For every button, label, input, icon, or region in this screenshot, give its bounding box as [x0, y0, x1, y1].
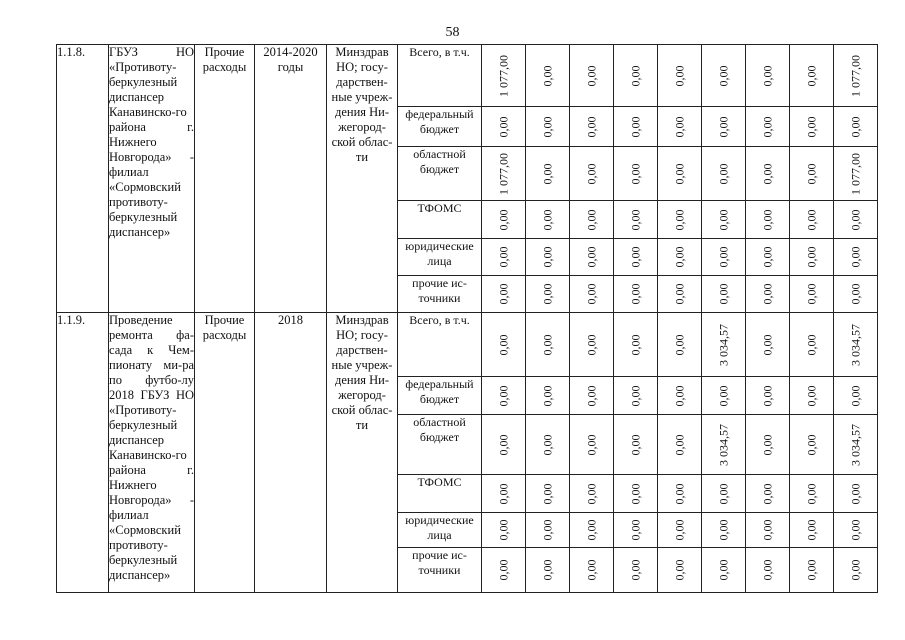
amount-cell: [570, 313, 614, 377]
amount-value: 0,00: [628, 483, 642, 504]
amount-value: 0,00: [496, 116, 510, 137]
amount-cell: [834, 377, 878, 415]
amount-value: 0,00: [848, 385, 862, 406]
amount-cell: [702, 548, 746, 593]
amount-value: 0,00: [496, 246, 510, 268]
amount-value: 0,00: [584, 65, 598, 86]
amount-value: 0,00: [628, 334, 642, 355]
amount-cell: [702, 201, 746, 239]
amount-value: 0,00: [760, 434, 774, 455]
amount-cell: [614, 45, 658, 107]
amount-value: 0,00: [584, 434, 598, 455]
amount-value: 0,00: [716, 483, 730, 504]
amount-value: 0,00: [804, 283, 818, 305]
amount-value: 0,00: [760, 65, 774, 86]
amount-value: 0,00: [804, 246, 818, 268]
amount-cell: [526, 147, 570, 201]
amount-cell: [658, 239, 702, 276]
amount-cell: [834, 548, 878, 593]
amount-cell: [790, 45, 834, 107]
amount-cell: [614, 513, 658, 548]
amount-value: 0,00: [540, 519, 554, 541]
amount-cell: [790, 313, 834, 377]
amount-value: 0,00: [848, 246, 862, 268]
amount-value: 0,00: [760, 559, 774, 581]
amount-value: 0,00: [672, 163, 686, 184]
amount-cell: [658, 201, 702, 239]
item-name: Проведение ремонта фа-сада к Чем-пионату ми-ра по футбо-лу 2018 ГБУЗ НО «Противоту-беркулезный диспансер Канавинско-го района г. Нижнего Новгорода» - филиал «Сормовский противоту-беркулезный диспансер»: [109, 313, 195, 593]
amount-cell: [702, 107, 746, 147]
amount-cell: [482, 107, 526, 147]
amount-value: 0,00: [716, 246, 730, 268]
amount-value: 3 034,57: [716, 323, 730, 366]
amount-value: 0,00: [848, 559, 862, 581]
amount-cell: [702, 276, 746, 313]
amount-cell: [482, 147, 526, 201]
amount-cell: [526, 475, 570, 513]
amount-cell: [658, 377, 702, 415]
amount-cell: [790, 107, 834, 147]
amount-value: 0,00: [496, 283, 510, 305]
amount-value: 0,00: [804, 209, 818, 230]
amount-value: 0,00: [672, 434, 686, 455]
funding-source-label: юридические лица: [398, 513, 482, 548]
item-name: ГБУЗ НО «Противоту-беркулезный диспансер Канавинско-го района г. Нижнего Новгорода» - филиал «Сормовский противоту-беркулезный диспансер»: [109, 45, 195, 313]
amount-cell: [482, 475, 526, 513]
executor: Минздрав НО; госу-дарствен-ные учреж-дения Ни-жегород-ской облас-ти: [327, 313, 398, 593]
amount-value: 0,00: [628, 519, 642, 541]
amount-value: 0,00: [848, 116, 862, 137]
amount-cell: [526, 415, 570, 475]
amount-value: 0,00: [716, 283, 730, 305]
amount-cell: [570, 513, 614, 548]
amount-cell: [746, 276, 790, 313]
amount-cell: [790, 276, 834, 313]
amount-value: 0,00: [540, 334, 554, 355]
amount-value: 0,00: [672, 283, 686, 305]
amount-cell: [526, 548, 570, 593]
amount-value: 0,00: [540, 434, 554, 455]
amount-value: 0,00: [804, 163, 818, 184]
amount-value: 0,00: [540, 246, 554, 268]
amount-value: 0,00: [760, 385, 774, 406]
amount-value: 0,00: [848, 483, 862, 504]
amount-cell: [746, 548, 790, 593]
amount-cell: [614, 276, 658, 313]
amount-value: 0,00: [760, 163, 774, 184]
amount-cell: [746, 313, 790, 377]
amount-cell: [746, 45, 790, 107]
amount-value: 0,00: [628, 209, 642, 230]
amount-cell: [790, 475, 834, 513]
amount-value: 0,00: [672, 209, 686, 230]
amount-cell: [702, 239, 746, 276]
amount-cell: [702, 313, 746, 377]
amount-cell: [570, 45, 614, 107]
amount-cell: [702, 377, 746, 415]
amount-value: 0,00: [760, 334, 774, 355]
amount-cell: [614, 548, 658, 593]
amount-cell: [482, 201, 526, 239]
amount-value: 0,00: [540, 283, 554, 305]
amount-value: 0,00: [804, 385, 818, 406]
amount-cell: [746, 201, 790, 239]
amount-cell: [570, 475, 614, 513]
amount-value: 0,00: [804, 483, 818, 504]
amount-cell: [746, 107, 790, 147]
amount-value: 0,00: [716, 385, 730, 406]
amount-value: 0,00: [496, 209, 510, 230]
amount-cell: [834, 415, 878, 475]
amount-cell: [834, 201, 878, 239]
amount-value: 0,00: [848, 283, 862, 305]
amount-value: 0,00: [760, 116, 774, 137]
funding-source-label: областной бюджет: [398, 147, 482, 201]
expense-type: Прочие расходы: [195, 45, 255, 313]
amount-value: 0,00: [496, 434, 510, 455]
amount-cell: [834, 107, 878, 147]
amount-value: 0,00: [628, 65, 642, 86]
amount-value: 0,00: [760, 519, 774, 541]
amount-cell: [702, 513, 746, 548]
amount-cell: [702, 45, 746, 107]
amount-value: 0,00: [540, 116, 554, 137]
amount-value: 0,00: [716, 559, 730, 581]
amount-cell: [570, 276, 614, 313]
amount-cell: [790, 201, 834, 239]
amount-cell: [570, 201, 614, 239]
amount-cell: [614, 377, 658, 415]
amount-cell: [746, 239, 790, 276]
amount-cell: [834, 313, 878, 377]
amount-value: 0,00: [760, 209, 774, 230]
amount-value: 0,00: [628, 116, 642, 137]
amount-cell: [570, 377, 614, 415]
amount-value: 0,00: [496, 559, 510, 581]
amount-value: 0,00: [584, 163, 598, 184]
amount-cell: [570, 147, 614, 201]
amount-value: 0,00: [672, 65, 686, 86]
amount-value: 0,00: [628, 434, 642, 455]
implementation-period: 2014-2020 годы: [255, 45, 327, 313]
amount-value: 0,00: [760, 483, 774, 504]
table-row: [57, 313, 878, 377]
amount-value: 0,00: [672, 483, 686, 504]
amount-value: 3 034,57: [848, 323, 862, 366]
amount-value: 3 034,57: [716, 423, 730, 466]
amount-value: 0,00: [848, 519, 862, 541]
amount-value: 0,00: [672, 385, 686, 406]
amount-value: 0,00: [540, 163, 554, 184]
amount-value: 0,00: [584, 483, 598, 504]
amount-cell: [570, 239, 614, 276]
executor: Минздрав НО; госу-дарствен-ные учреж-дения Ни-жегород-ской облас-ти: [327, 45, 398, 313]
amount-value: 0,00: [496, 334, 510, 355]
amount-cell: [658, 415, 702, 475]
amount-cell: [834, 513, 878, 548]
amount-cell: [658, 513, 702, 548]
amount-value: 0,00: [804, 434, 818, 455]
amount-value: 0,00: [716, 519, 730, 541]
amount-cell: [482, 45, 526, 107]
amount-cell: [702, 415, 746, 475]
amount-cell: [834, 239, 878, 276]
amount-value: 0,00: [628, 559, 642, 581]
amount-cell: [790, 415, 834, 475]
amount-value: 1 077,00: [848, 54, 862, 97]
amount-cell: [482, 548, 526, 593]
amount-value: 0,00: [716, 163, 730, 184]
amount-cell: [834, 276, 878, 313]
amount-value: 0,00: [760, 283, 774, 305]
amount-value: 0,00: [584, 519, 598, 541]
amount-cell: [570, 548, 614, 593]
amount-value: 0,00: [584, 116, 598, 137]
amount-cell: [482, 276, 526, 313]
amount-cell: [658, 313, 702, 377]
budget-table: [56, 44, 878, 593]
funding-source-label: ТФОМС: [398, 201, 482, 239]
amount-value: 0,00: [628, 246, 642, 268]
amount-cell: [526, 107, 570, 147]
amount-value: 0,00: [716, 65, 730, 86]
amount-cell: [482, 313, 526, 377]
amount-cell: [746, 513, 790, 548]
amount-value: 0,00: [628, 283, 642, 305]
amount-value: 0,00: [672, 246, 686, 268]
amount-cell: [526, 201, 570, 239]
amount-cell: [614, 107, 658, 147]
amount-value: 0,00: [540, 559, 554, 581]
amount-value: 0,00: [804, 65, 818, 86]
amount-value: 3 034,57: [848, 423, 862, 466]
amount-cell: [746, 415, 790, 475]
amount-value: 0,00: [672, 559, 686, 581]
amount-value: 1 077,00: [496, 54, 510, 97]
amount-cell: [570, 415, 614, 475]
amount-cell: [746, 147, 790, 201]
amount-value: 0,00: [540, 209, 554, 230]
amount-cell: [614, 201, 658, 239]
amount-value: 0,00: [496, 483, 510, 504]
amount-value: 1 077,00: [496, 152, 510, 195]
amount-value: 0,00: [584, 559, 598, 581]
amount-cell: [614, 239, 658, 276]
amount-cell: [526, 45, 570, 107]
amount-value: 0,00: [540, 65, 554, 86]
amount-cell: [526, 313, 570, 377]
amount-value: 0,00: [496, 519, 510, 541]
amount-value: 0,00: [716, 209, 730, 230]
budget-table-body: [57, 45, 878, 593]
amount-value: 0,00: [672, 116, 686, 137]
amount-cell: [834, 45, 878, 107]
amount-value: 0,00: [584, 385, 598, 406]
amount-cell: [526, 513, 570, 548]
amount-cell: [834, 147, 878, 201]
amount-cell: [834, 475, 878, 513]
amount-cell: [482, 239, 526, 276]
amount-value: 0,00: [672, 519, 686, 541]
amount-cell: [614, 475, 658, 513]
amount-cell: [658, 147, 702, 201]
amount-value: 0,00: [540, 483, 554, 504]
table-row: [57, 45, 878, 107]
amount-cell: [702, 147, 746, 201]
amount-cell: [658, 475, 702, 513]
funding-source-label: ТФОМС: [398, 475, 482, 513]
amount-value: 0,00: [584, 246, 598, 268]
amount-cell: [482, 415, 526, 475]
amount-cell: [570, 107, 614, 147]
page-number: 58: [445, 25, 460, 40]
amount-cell: [702, 475, 746, 513]
amount-cell: [614, 147, 658, 201]
amount-cell: [658, 548, 702, 593]
funding-source-label: прочие ис-точники: [398, 548, 482, 593]
funding-source-label: Всего, в т.ч.: [398, 45, 482, 107]
amount-value: 0,00: [804, 334, 818, 355]
amount-cell: [526, 239, 570, 276]
amount-cell: [790, 147, 834, 201]
amount-value: 0,00: [804, 559, 818, 581]
amount-value: 0,00: [716, 116, 730, 137]
amount-cell: [614, 313, 658, 377]
amount-cell: [526, 276, 570, 313]
amount-value: 0,00: [672, 334, 686, 355]
funding-source-label: областной бюджет: [398, 415, 482, 475]
amount-cell: [790, 548, 834, 593]
amount-cell: [658, 107, 702, 147]
amount-cell: [790, 239, 834, 276]
amount-value: 0,00: [628, 163, 642, 184]
amount-value: 1 077,00: [848, 152, 862, 195]
funding-source-label: Всего, в т.ч.: [398, 313, 482, 377]
funding-source-label: федеральный бюджет: [398, 377, 482, 415]
funding-source-label: юридические лица: [398, 239, 482, 276]
amount-value: 0,00: [540, 385, 554, 406]
amount-value: 0,00: [804, 519, 818, 541]
funding-source-label: прочие ис-точники: [398, 276, 482, 313]
amount-value: 0,00: [848, 209, 862, 230]
amount-cell: [790, 377, 834, 415]
funding-source-label: федеральный бюджет: [398, 107, 482, 147]
item-number: 1.1.8.: [57, 45, 109, 313]
amount-cell: [658, 45, 702, 107]
amount-value: 0,00: [760, 246, 774, 268]
amount-value: 0,00: [804, 116, 818, 137]
expense-type: Прочие расходы: [195, 313, 255, 593]
amount-cell: [658, 276, 702, 313]
amount-cell: [482, 513, 526, 548]
amount-cell: [746, 475, 790, 513]
amount-value: 0,00: [496, 385, 510, 406]
implementation-period: 2018: [255, 313, 327, 593]
amount-cell: [482, 377, 526, 415]
amount-cell: [614, 415, 658, 475]
amount-cell: [746, 377, 790, 415]
amount-value: 0,00: [584, 209, 598, 230]
amount-cell: [526, 377, 570, 415]
amount-value: 0,00: [584, 283, 598, 305]
item-number: 1.1.9.: [57, 313, 109, 593]
amount-cell: [790, 513, 834, 548]
amount-value: 0,00: [584, 334, 598, 355]
amount-value: 0,00: [628, 385, 642, 406]
